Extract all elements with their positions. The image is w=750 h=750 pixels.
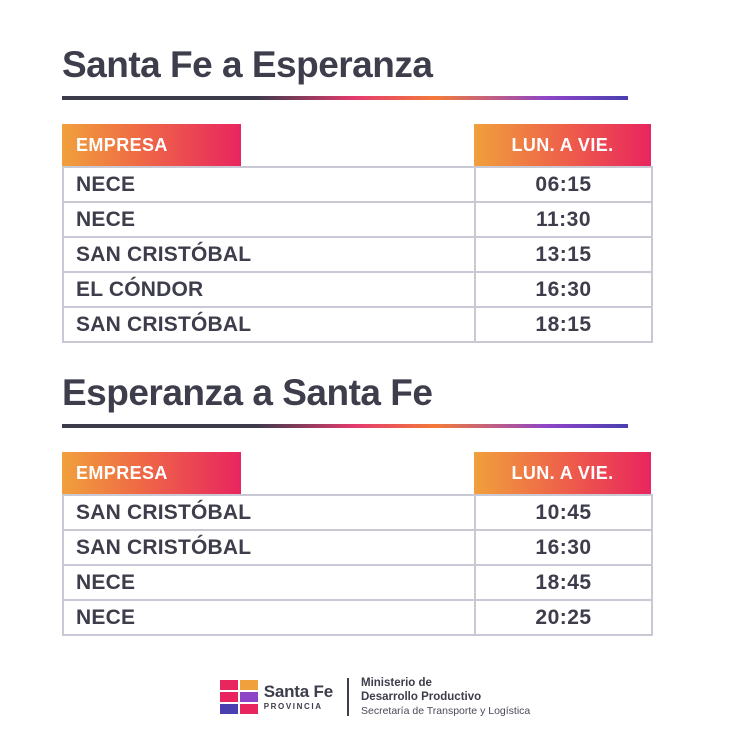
table-row [63,202,652,237]
footer-divider [347,678,349,716]
cell-empresa: EL CÓNDOR [63,272,475,307]
column-header-dias: LUN. A VIE. [474,452,651,494]
schedule-table [62,166,653,343]
title-divider [62,424,628,428]
cell-empresa: NECE [63,202,475,237]
table-row [63,272,652,307]
santa-fe-logo-icon [220,680,258,714]
cell-horario: 16:30 [475,272,652,307]
cell-empresa: SAN CRISTÓBAL [63,530,475,565]
cell-horario: 18:15 [475,307,652,342]
ministry-line-2: Desarrollo Productivo [361,691,482,703]
section-santa-fe-a-esperanza [0,42,750,343]
cell-horario: 13:15 [475,237,652,272]
page-title: Santa Fe a Esperanza [62,44,433,85]
cell-empresa: SAN CRISTÓBAL [63,307,475,342]
table-header-row [62,124,651,166]
column-header-dias: LUN. A VIE. [474,124,651,166]
table-row [63,565,652,600]
cell-empresa: NECE [63,600,475,635]
ministry-line-1: Ministerio de [361,677,432,689]
cell-horario: 20:25 [475,600,652,635]
page-title-secondary: Esperanza a Santa Fe [62,372,433,413]
footer [0,676,750,718]
table-row [63,167,652,202]
cell-horario: 06:15 [475,167,652,202]
table-row [63,237,652,272]
table-header-row [62,452,651,494]
schedule-table-wrapper-secondary [62,452,651,636]
santa-fe-logo-text [264,683,333,711]
schedule-table-secondary [62,494,653,636]
cell-horario: 16:30 [475,530,652,565]
ministry-line-3: Secretaría de Transporte y Logística [361,705,531,717]
cell-empresa: NECE [63,565,475,600]
header-spacer [241,124,474,166]
table-row [63,600,652,635]
title-divider [62,96,628,100]
cell-horario: 11:30 [475,202,652,237]
logo-title: Santa Fe [263,682,333,701]
header-spacer [241,452,474,494]
santa-fe-logo [220,680,347,714]
cell-horario: 10:45 [475,495,652,530]
ministry-block [361,676,530,718]
cell-empresa: NECE [63,167,475,202]
cell-empresa: SAN CRISTÓBAL [63,495,475,530]
cell-empresa: SAN CRISTÓBAL [63,237,475,272]
logo-subtitle: PROVINCIA [263,702,323,711]
cell-horario: 18:45 [475,565,652,600]
table-row [63,495,652,530]
table-row [63,530,652,565]
column-header-empresa: EMPRESA [62,452,241,494]
schedule-table-wrapper [62,124,651,343]
column-header-empresa: EMPRESA [62,124,241,166]
section-esperanza-a-santa-fe [0,370,750,636]
table-row [63,307,652,342]
